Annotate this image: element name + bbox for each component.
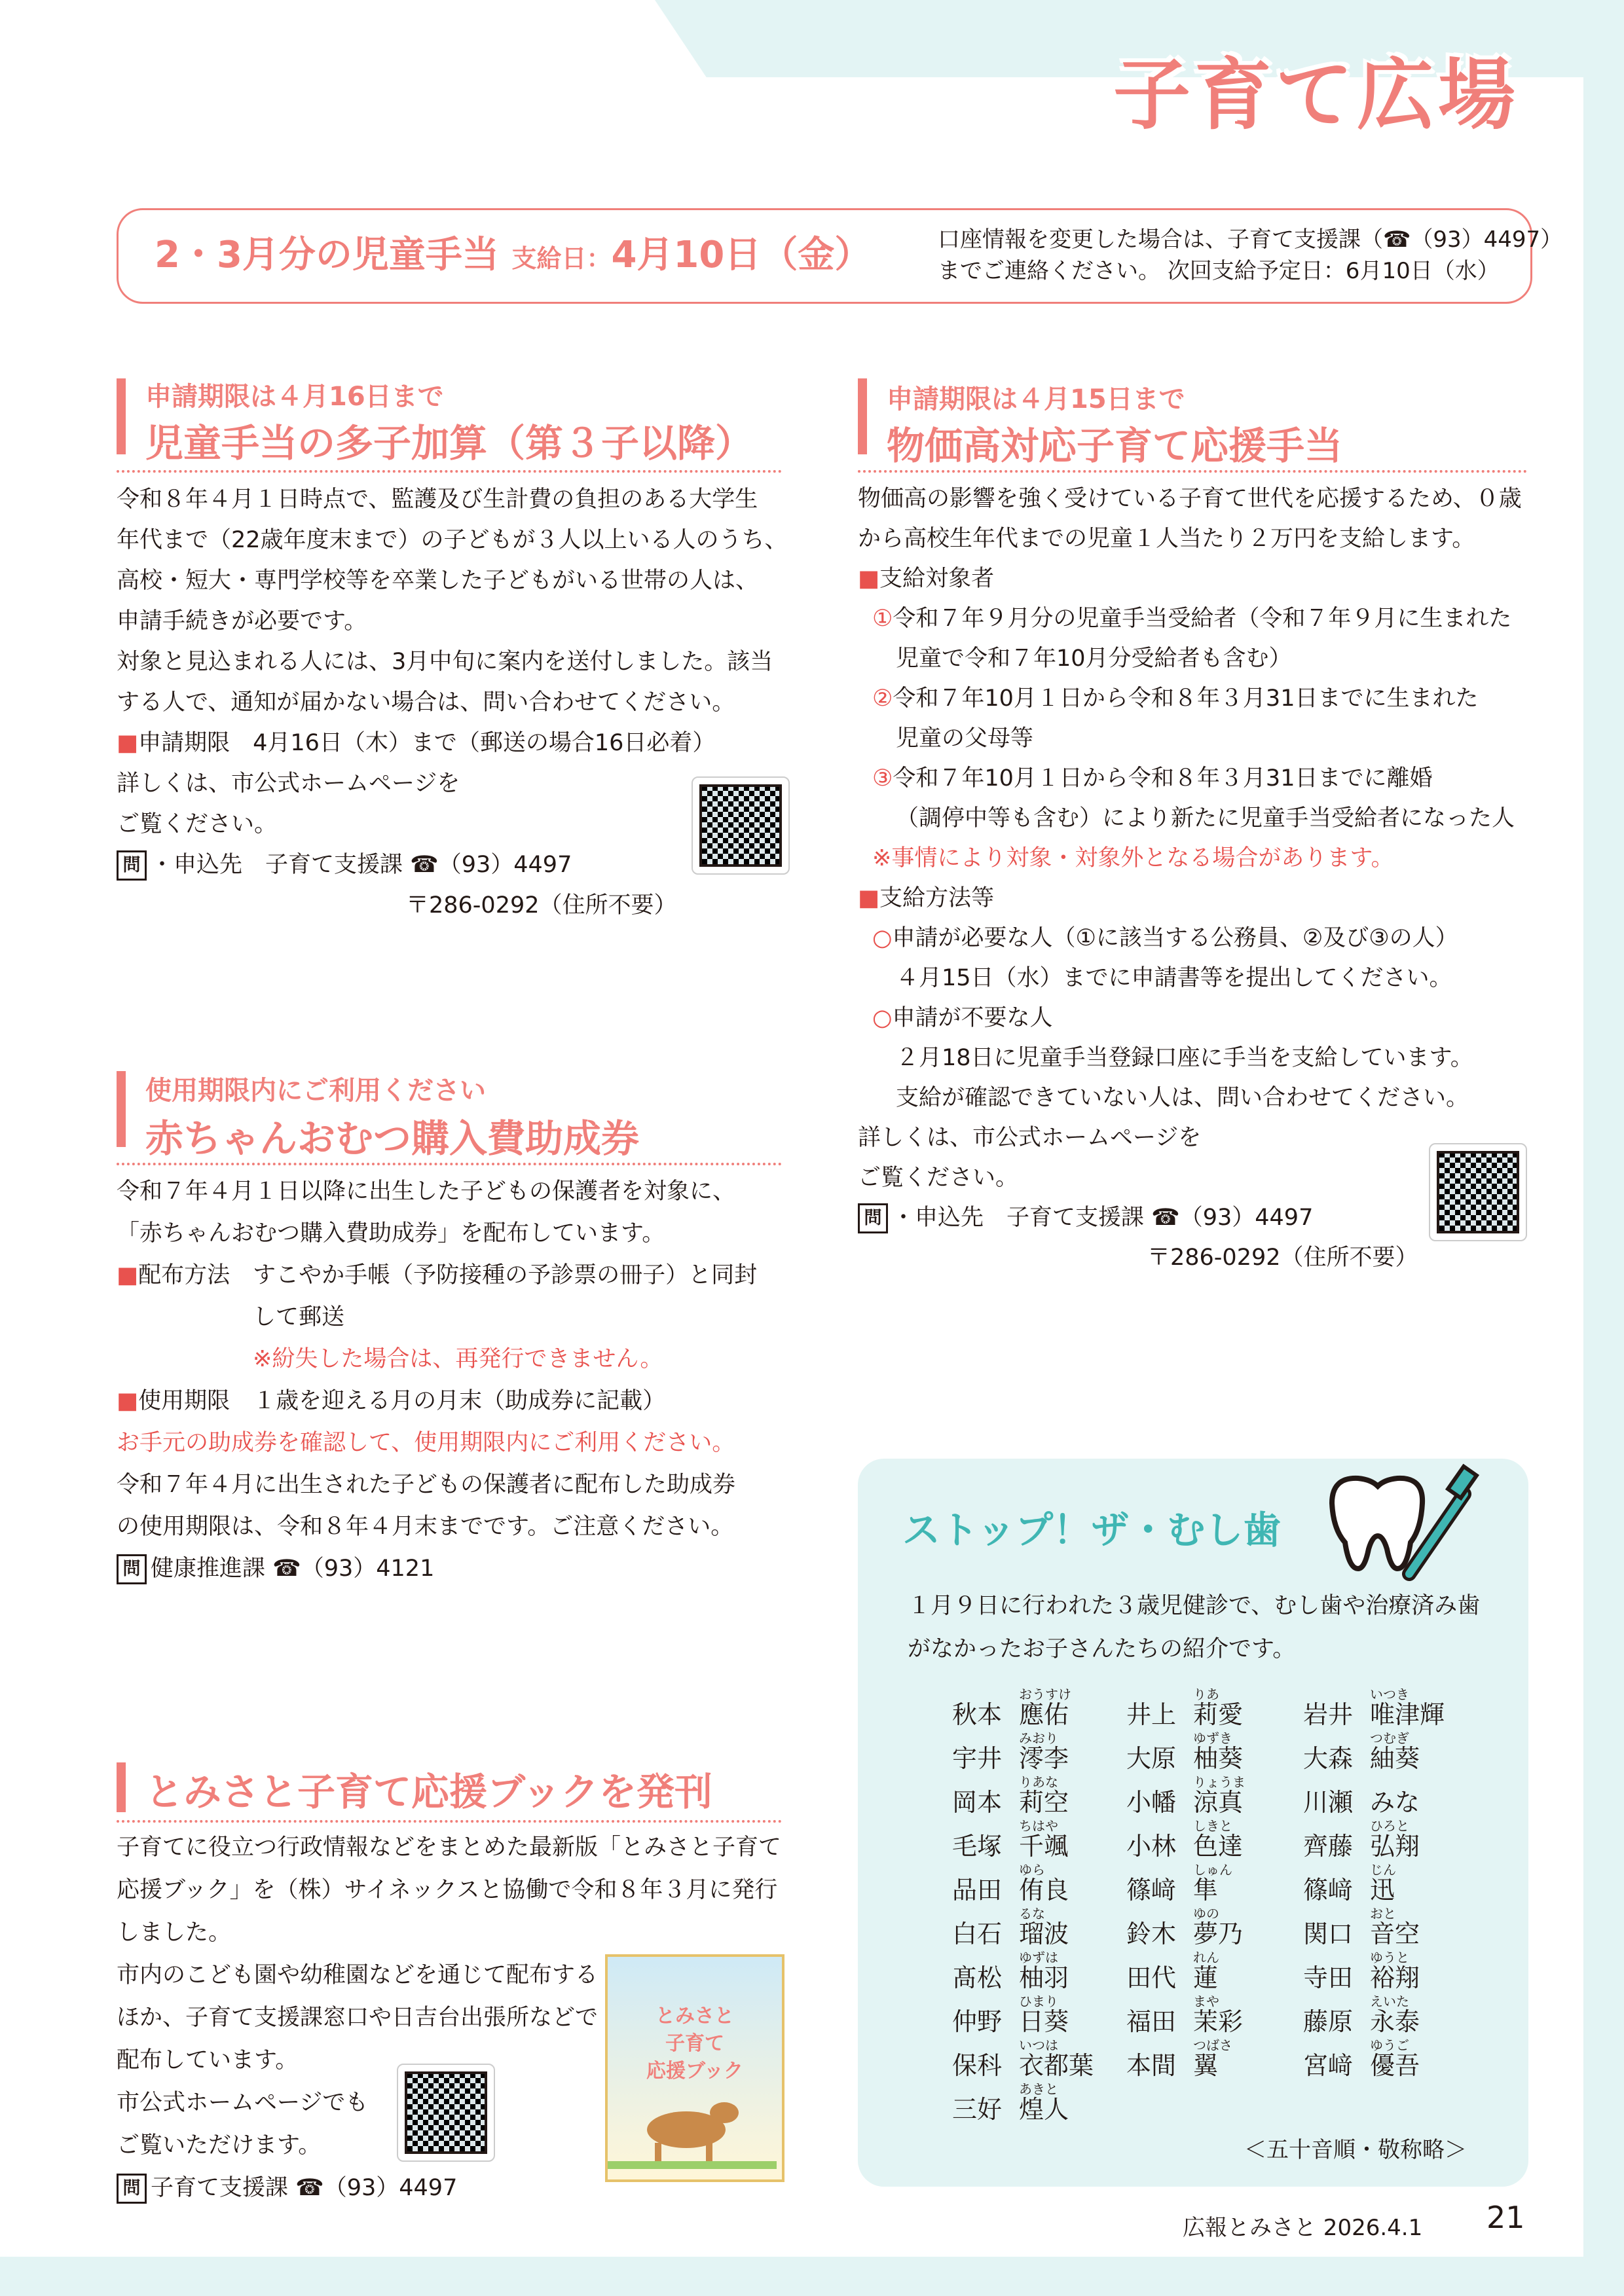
address-line: 〒286-0292（住所不要） (1147, 1245, 1418, 1271)
given-name-reading: しきと (1193, 1818, 1232, 1834)
body-line: ご覧ください。 (117, 811, 278, 837)
method-heading-text: 支給方法等 (879, 885, 995, 911)
tooth-toothbrush-icon (1312, 1464, 1489, 1582)
given-name-reading: いつは (1019, 2037, 1058, 2053)
surname: 宮﨑 (1303, 2051, 1354, 2080)
given-name: 迅 (1370, 1876, 1395, 1904)
surname: 秋本 (952, 1700, 1003, 1729)
surname: 大原 (1126, 1744, 1177, 1773)
given-name-reading: みおり (1019, 1730, 1058, 1746)
banner-main-prefix: 2・3月分の児童手当 (155, 234, 499, 276)
body-line: （調停中等も含む）により新たに児童手当受給者になった人 (896, 805, 1515, 831)
child-name-row (1126, 1728, 1297, 1773)
contact-text: ・申込先 子育て支援課 ☎（93）4497 (892, 1205, 1314, 1231)
body-line: する人で、通知が届かない場合は、問い合わせてください。 (117, 689, 735, 716)
surname: 白石 (952, 1920, 1003, 1948)
section-marker (117, 1071, 126, 1147)
book-title-line: 応援ブック (646, 2060, 743, 2083)
section-subtitle: 申請期限は４月15日まで (887, 384, 1185, 414)
given-name: 弘翔 (1370, 1832, 1420, 1861)
given-name: 澪李 (1019, 1744, 1069, 1773)
box-title: ストップ！ザ・むし歯 (902, 1508, 1282, 1552)
publication-info: 広報とみさと 2026.4.1 (1183, 2215, 1423, 2241)
body-line: 物価高の影響を強く受けている子育て世代を応援するため、０歳 (858, 486, 1522, 512)
child-name-row (952, 2079, 1122, 2124)
given-name: 茉彩 (1193, 2007, 1244, 2036)
surname: 篠﨑 (1126, 1876, 1177, 1904)
child-name-row (952, 1772, 1122, 1817)
page-title: 子育て広場 (1113, 50, 1520, 140)
surname: 小林 (1126, 1832, 1177, 1861)
target-text: 令和７年10月１日から令和８年３月31日までに離婚 (893, 765, 1433, 792)
given-name: 涼真 (1193, 1788, 1244, 1817)
given-name-reading: りあ (1193, 1686, 1219, 1702)
dist-text: 配布方法 すこやか手帳（予防接種の予診票の冊子）と同封 (138, 1262, 758, 1288)
surname: 毛塚 (952, 1832, 1003, 1861)
square-icon: ■ (117, 1262, 139, 1288)
body-line: して郵送 (253, 1304, 345, 1330)
inquiry-icon: 問 (117, 2174, 147, 2204)
child-name-row (1303, 1947, 1473, 1992)
target-item (858, 759, 1522, 799)
note-line: ※事情により対象・対象外となる場合があります。 (872, 845, 1394, 871)
contact-line (117, 1548, 757, 1590)
body-line: ２月18日に児童手当登録口座に手当を支給しています。 (896, 1045, 1473, 1071)
surname: 岡本 (952, 1788, 1003, 1817)
section-body (117, 1171, 757, 1590)
given-name-reading: るな (1019, 1906, 1045, 1922)
child-name-row (1126, 1991, 1297, 2036)
surname: 髙松 (952, 1963, 1003, 1992)
surname: 宇井 (952, 1744, 1003, 1773)
circle-icon: ○ (872, 925, 893, 951)
child-name-row (1126, 1684, 1297, 1729)
square-icon: ■ (858, 566, 880, 592)
section-subtitle: 申請期限は４月16日まで (145, 382, 444, 412)
banner-note (938, 224, 1562, 287)
right-band (1583, 0, 1624, 2296)
given-name: 紬葵 (1370, 1744, 1420, 1773)
child-name-row (952, 2035, 1122, 2080)
child-name-row (1303, 1859, 1473, 1904)
given-name: 裕翔 (1370, 1963, 1420, 1992)
body-line: 令和７年４月１日以降に出生した子どもの保護者を対象に、 (117, 1178, 736, 1205)
given-name-reading: おうすけ (1019, 1686, 1071, 1702)
square-icon: ■ (858, 885, 880, 911)
target-text: 令和７年９月分の児童手当受給者（令和７年９月に生まれた (893, 606, 1512, 632)
body-line: の使用期限は、令和８年４月末までです。ご注意ください。 (117, 1514, 734, 1540)
given-name: 衣都葉 (1019, 2051, 1094, 2080)
given-name: 柚羽 (1019, 1963, 1069, 1992)
child-name-row (1126, 1903, 1297, 1948)
given-name: 永泰 (1370, 2007, 1420, 2036)
section-title: 物価高対応子育て応援手当 (887, 424, 1343, 468)
target-heading-text: 支給対象者 (879, 566, 995, 592)
qr-code[interactable] (692, 776, 790, 875)
given-name: 蓮 (1193, 1963, 1219, 1992)
dist-line (117, 1254, 757, 1296)
given-name-reading: れん (1193, 1950, 1219, 1965)
given-name: 音空 (1370, 1920, 1420, 1948)
child-name-row (1303, 1728, 1473, 1773)
banner-note-line: 口座情報を変更した場合は、子育て支援課（☎（93）4497） (938, 227, 1563, 253)
box-intro (908, 1584, 1480, 1671)
surname: 関口 (1303, 1920, 1354, 1948)
method-heading (858, 879, 1522, 919)
child-name-row (1126, 1859, 1297, 1904)
given-name-reading: おと (1370, 1906, 1396, 1922)
body-line: しました。 (117, 1920, 232, 1946)
given-name: 優吾 (1370, 2051, 1420, 2080)
banner-main (155, 226, 871, 278)
surname: 田代 (1126, 1963, 1177, 1992)
book-title-line: 子育て (665, 2032, 724, 2055)
child-name-row (1126, 1947, 1297, 1992)
given-name-reading: りょうま (1193, 1774, 1246, 1790)
page-number: 21 (1486, 2200, 1525, 2235)
given-name: 瑠波 (1019, 1920, 1069, 1948)
num-2-icon: ② (872, 685, 893, 712)
surname: 川瀬 (1303, 1788, 1354, 1817)
inquiry-icon: 問 (117, 1554, 147, 1584)
given-name-reading: まや (1193, 1994, 1219, 2009)
given-name: 煌人 (1019, 2095, 1069, 2124)
body-line: がなかったお子さんたちの紹介です。 (908, 1636, 1296, 1662)
body-line: 市内のこども園や幼稚園などを通じて配布する (117, 1962, 599, 1988)
surname: 篠﨑 (1303, 1876, 1354, 1904)
section-marker (117, 1762, 126, 1812)
given-name-reading: いつき (1370, 1686, 1409, 1702)
order-note: ＜五十音順・敬称略＞ (1244, 2137, 1467, 2163)
section-subtitle: 使用期限内にご利用ください (145, 1076, 486, 1106)
qr-icon (699, 784, 782, 867)
body-line: 年代まで（22歳年度末まで）の子どもが３人以上いる人のうち、 (117, 527, 788, 553)
section-title: 赤ちゃんおむつ購入費助成券 (145, 1116, 640, 1161)
method-text: 申請が必要な人（①に該当する公務員、②及び③の人） (892, 925, 1458, 951)
divider (117, 470, 782, 473)
child-name-row (1303, 1815, 1473, 1861)
child-name-row (1126, 1815, 1297, 1861)
child-name-row (1303, 1684, 1473, 1729)
note-line: ※紛失した場合は、再発行できません。 (253, 1346, 663, 1372)
given-name-reading: ゆうご (1370, 2037, 1409, 2053)
banner-note-line: までご連絡ください。 次回支給予定日：6月10日（水） (938, 258, 1500, 284)
surname: 岩井 (1303, 1700, 1354, 1729)
surname: 本間 (1126, 2051, 1177, 2080)
target-item (858, 599, 1522, 639)
given-name-reading: ゆうと (1370, 1950, 1409, 1965)
given-name: 柚葵 (1193, 1744, 1244, 1773)
num-1-icon: ① (872, 606, 893, 632)
body-line: 詳しくは、市公式ホームページを (858, 1125, 1202, 1151)
circle-icon: ○ (872, 1005, 893, 1031)
use-text: 使用期限 １歳を迎える月の月末（助成券に記載） (138, 1388, 666, 1414)
use-line (117, 1380, 757, 1422)
inquiry-icon: 問 (117, 850, 147, 881)
num-3-icon: ③ (872, 765, 893, 792)
given-name-reading: ちはや (1019, 1818, 1058, 1834)
book-cover-image (605, 1954, 784, 2182)
given-name: 翼 (1193, 2051, 1219, 2080)
given-name-reading: ゆの (1193, 1906, 1219, 1922)
body-line: ほか、子育て支援課窓口や日吉台出張所などで (117, 2005, 599, 2031)
contact-line (117, 845, 788, 885)
body-line: 申請手続きが必要です。 (117, 608, 367, 634)
banner-pay-date: 4月10日（金） (611, 234, 872, 276)
given-name-reading: ゆら (1019, 1862, 1045, 1878)
given-name-reading: ひろと (1370, 1818, 1409, 1834)
divider (858, 470, 1527, 473)
body-line: 配布しています。 (117, 2047, 299, 2073)
given-name: 隼 (1193, 1876, 1219, 1904)
square-icon: ■ (117, 730, 139, 756)
given-name-reading: ゆずき (1193, 1730, 1232, 1746)
given-name: みな (1370, 1788, 1420, 1817)
body-line: 高校・短大・専門学校等を卒業した子どもがいる世帯の人は、 (117, 568, 759, 594)
method-item (858, 919, 1522, 958)
surname: 小幡 (1126, 1788, 1177, 1817)
body-line: ４月15日（水）までに申請書等を提出してください。 (896, 965, 1452, 991)
body-line: 詳しくは、市公式ホームページを (117, 771, 460, 797)
surname: 品田 (952, 1876, 1003, 1904)
given-name-reading: あきと (1019, 2081, 1058, 2097)
surname: 井上 (1126, 1700, 1177, 1729)
surname: 齊藤 (1303, 1832, 1354, 1861)
contact-text: 子育て支援課 ☎（93）4497 (151, 2175, 458, 2201)
child-name-row (952, 1903, 1122, 1948)
given-name-reading: えいた (1370, 1994, 1409, 2009)
surname: 大森 (1303, 1744, 1354, 1773)
child-name-row (952, 1684, 1122, 1729)
contact-line (858, 1198, 1522, 1238)
given-name: 侑良 (1019, 1876, 1069, 1904)
method-text: 申請が不要な人 (892, 1005, 1053, 1031)
banner-pay-label: 支給日： (511, 244, 612, 273)
qr-icon (405, 2071, 487, 2154)
given-name-reading: じん (1370, 1862, 1396, 1878)
footer-band (0, 2257, 1624, 2296)
contact-text: ・申込先 子育て支援課 ☎（93）4497 (151, 852, 572, 878)
given-name-reading: りあな (1019, 1774, 1058, 1790)
square-icon: ■ (117, 1388, 139, 1414)
body-line: ご覧いただけます。 (117, 2132, 322, 2159)
given-name-reading: ゆずは (1019, 1950, 1058, 1965)
child-name-row (952, 1991, 1122, 2036)
surname: 三好 (952, 2095, 1003, 2124)
inquiry-icon: 問 (858, 1203, 888, 1233)
method-item (858, 998, 1522, 1038)
section-marker (117, 378, 126, 454)
surname: 寺田 (1303, 1963, 1354, 1992)
section-title: 児童手当の多子加算（第３子以降） (145, 421, 754, 465)
child-name-row (1303, 1772, 1473, 1817)
given-name: 莉愛 (1193, 1700, 1244, 1729)
body-line: １月９日に行われた３歳児健診で、むし歯や治療済み歯 (908, 1593, 1481, 1619)
given-name: 夢乃 (1193, 1920, 1244, 1948)
body-line: 令和８年４月１日時点で、監護及び生計費の負担のある大学生 (117, 486, 758, 513)
body-line: から高校生年代までの児童１人当たり２万円を支給します。 (858, 526, 1475, 552)
surname: 藤原 (1303, 2007, 1354, 2036)
given-name-reading: ひまり (1019, 1994, 1058, 2009)
warning-line: お手元の助成券を確認して、使用期限内にご利用ください。 (117, 1430, 735, 1456)
qr-code[interactable] (397, 2064, 495, 2162)
child-name-row (1126, 2035, 1297, 2080)
child-name-row (1303, 1991, 1473, 2036)
header-tab (0, 0, 760, 157)
section-title: とみさと子育て応援ブックを発刊 (145, 1770, 712, 1814)
child-name-row (1303, 1903, 1473, 1948)
body-line: 児童で令和７年10月分受給者も含む） (896, 646, 1292, 672)
given-name: 色達 (1193, 1832, 1244, 1861)
surname: 鈴木 (1126, 1920, 1177, 1948)
child-name-row (952, 1815, 1122, 1861)
body-line: 「赤ちゃんおむつ購入費助成券」を配布しています。 (117, 1220, 665, 1247)
given-name: 應佑 (1019, 1700, 1069, 1729)
divider (117, 1820, 782, 1823)
body-line: ご覧ください。 (858, 1165, 1019, 1191)
child-name-row (952, 1728, 1122, 1773)
qr-icon (1437, 1151, 1519, 1233)
divider (117, 1163, 782, 1165)
given-name: 日葵 (1019, 2007, 1069, 2036)
contact-text: 健康推進課 ☎（93）4121 (151, 1556, 435, 1582)
body-line: 対象と見込まれる人には、3月中旬に案内を送付しました。該当 (117, 649, 773, 675)
child-name-row (1303, 2035, 1473, 2080)
given-name-reading: つむぎ (1370, 1730, 1409, 1746)
target-item (858, 679, 1522, 719)
deadline-text: 申請期限 4月16日（木）まで（郵送の場合16日必着） (138, 730, 716, 756)
address-line: 〒286-0292（住所不要） (406, 892, 677, 919)
given-name: 唯津輝 (1370, 1700, 1445, 1729)
child-name-row (952, 1859, 1122, 1904)
body-line: 市公式ホームページでも (117, 2090, 369, 2116)
book-title-line: とみさと (655, 2005, 734, 2028)
target-heading (858, 559, 1522, 599)
child-name-row (952, 1947, 1122, 1992)
section-marker (858, 378, 867, 454)
given-name-reading: しゅん (1193, 1862, 1232, 1878)
deadline-line (117, 723, 788, 763)
surname: 福田 (1126, 2007, 1177, 2036)
body-line: 支給が確認できていない人は、問い合わせてください。 (896, 1085, 1469, 1111)
body-line: 子育てに役立つ行政情報などをまとめた最新版「とみさと子育て (117, 1834, 782, 1861)
book-cover-title (608, 2003, 782, 2085)
body-line: 令和７年４月に出生された子どもの保護者に配布した助成券 (117, 1472, 736, 1498)
given-name: 千颯 (1019, 1832, 1069, 1861)
surname: 仲野 (952, 2007, 1003, 2036)
target-text: 令和７年10月１日から令和８年３月31日までに生まれた (893, 685, 1479, 712)
section-body (858, 479, 1522, 1278)
qr-code[interactable] (1429, 1143, 1527, 1241)
given-name-reading: つばさ (1193, 2037, 1232, 2053)
surname: 保科 (952, 2051, 1003, 2080)
body-line: 応援ブック」を（株）サイネックスと協働で令和８年３月に発行 (117, 1877, 778, 1903)
horse-illustration-icon (608, 2090, 777, 2169)
section-body (117, 479, 788, 926)
child-name-row (1126, 1772, 1297, 1817)
body-line: 児童の父母等 (896, 725, 1034, 752)
given-name: 莉空 (1019, 1788, 1069, 1817)
